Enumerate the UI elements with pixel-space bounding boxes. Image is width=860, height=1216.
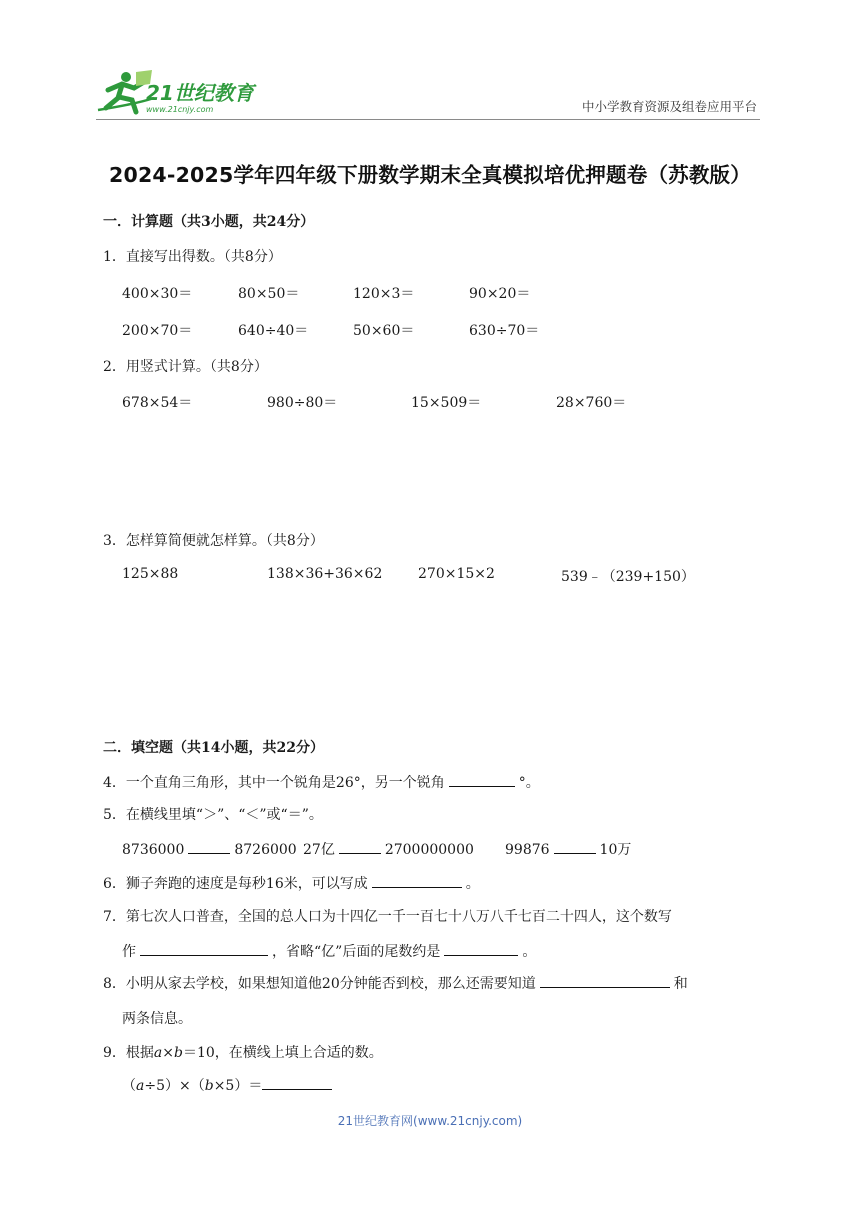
variable-a: a: [153, 1045, 163, 1061]
header-divider: [96, 119, 760, 120]
exercise: 15×509＝: [411, 395, 482, 411]
runner-logo-icon: [96, 68, 266, 116]
question-4: [103, 772, 540, 792]
compare-item: [505, 839, 631, 859]
exercise: 678×54＝: [122, 395, 193, 411]
question-2-text: 2．用竖式计算。（共8分）: [103, 359, 268, 375]
question-3-text: 3．怎样算简便就怎样算。（共8分）: [103, 533, 324, 549]
expr-part: （: [122, 1078, 136, 1094]
exercise: 50×60＝: [353, 323, 415, 339]
question-7-text: ，省略“亿”后面的尾数约是: [272, 944, 441, 960]
exercise: 630÷70＝: [469, 323, 540, 339]
exercise: 400×30＝: [122, 286, 193, 302]
logo-text: 21世纪教育: [146, 81, 254, 105]
exercise: 90×20＝: [469, 286, 531, 302]
compare-item: [122, 839, 297, 858]
answer-blank[interactable]: [188, 839, 230, 854]
question-6: [103, 873, 480, 893]
question-6-tail: 。: [465, 876, 480, 892]
exercise: 80×50＝: [238, 286, 300, 302]
exercise: 200×70＝: [122, 323, 193, 339]
logo: [96, 68, 266, 116]
variable-a: a: [136, 1078, 145, 1094]
question-9-expression: [122, 1075, 336, 1095]
question-9-suffix: ＝10，在横线上填上合适的数。: [182, 1045, 383, 1061]
page-title: 2024-2025学年四年级下册数学期末全真模拟培优押题卷（苏教版）: [109, 163, 751, 187]
exercise: 138×36+36×62: [267, 566, 383, 582]
answer-blank[interactable]: [372, 873, 462, 888]
answer-blank[interactable]: [262, 1075, 332, 1090]
compare-right: 10万: [599, 842, 632, 858]
logo-url-text: www.21cnjy.com: [146, 105, 214, 114]
answer-blank[interactable]: [554, 839, 596, 854]
compare-left: 8736000: [122, 842, 185, 858]
question-8-tail: 和: [673, 976, 688, 992]
question-8-line-2: 两条信息。: [122, 1011, 192, 1027]
compare-left: 27亿: [303, 842, 335, 858]
site-name: 中小学教育资源及组卷应用平台: [581, 99, 757, 114]
question-4-tail: °。: [518, 775, 540, 791]
expr-part: ×5）＝: [213, 1078, 263, 1094]
question-9-prefix: 9．根据: [103, 1045, 154, 1061]
exercise: 120×3＝: [353, 286, 415, 302]
exercise: 125×88: [122, 566, 179, 582]
question-4-text: 4．一个直角三角形，其中一个锐角是26°，另一个锐角: [103, 775, 445, 791]
compare-right: 8726000: [234, 842, 297, 858]
compare-item: [303, 839, 474, 859]
section-2-heading: 二．填空题（共14小题，共22分）: [103, 740, 324, 756]
answer-blank[interactable]: [540, 973, 670, 988]
answer-blank[interactable]: [339, 839, 381, 854]
question-7-line-1: 7．第七次人口普查，全国的总人口为十四亿一千一百七十八万八千七百二十四人，这个数写: [103, 909, 672, 925]
question-7-tail: 。: [522, 944, 537, 960]
question-7-line-2: [122, 941, 536, 961]
exercise: 28×760＝: [556, 395, 627, 411]
expr-part: ÷5）×（: [144, 1078, 205, 1094]
exercise: 640÷40＝: [238, 323, 309, 339]
times-sign: ×: [162, 1045, 175, 1061]
exercise: 539﹣（239+150）: [561, 569, 695, 585]
answer-blank[interactable]: [140, 941, 268, 956]
compare-right: 2700000000: [384, 842, 474, 858]
footer-text: 21世纪教育网(www.21cnjy.com): [337, 1114, 523, 1128]
variable-b: b: [204, 1078, 214, 1094]
question-8-text: 8．小明从家去学校，如果想知道他20分钟能否到校，那么还需要知道: [103, 976, 536, 992]
exercise: 270×15×2: [418, 566, 495, 582]
variable-b: b: [174, 1045, 183, 1061]
question-1-text: 1．直接写出得数。（共8分）: [103, 249, 282, 265]
answer-blank[interactable]: [444, 941, 518, 956]
exercise: 980÷80＝: [267, 395, 338, 411]
answer-blank[interactable]: [449, 772, 515, 787]
question-7-text: 作: [122, 944, 136, 960]
question-9-text: [103, 1042, 383, 1062]
question-8-line-1: [103, 973, 688, 993]
section-1-heading: 一．计算题（共3小题，共24分）: [103, 214, 315, 230]
question-5-text: 5．在横线里填“＞”、“＜”或“＝”。: [103, 807, 323, 823]
question-6-text: 6．狮子奔跑的速度是每秒16米，可以写成: [103, 876, 368, 892]
compare-left: 99876: [505, 842, 550, 858]
